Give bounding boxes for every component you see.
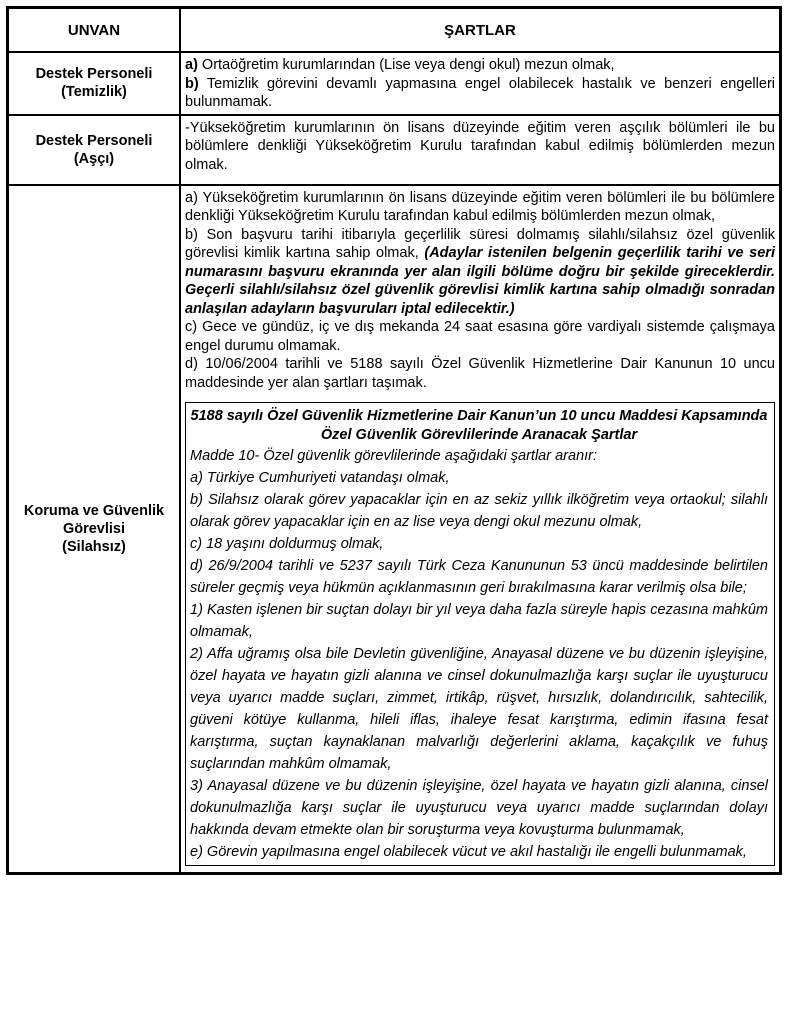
conditions-cell (180, 185, 780, 874)
condition-text: -Yükseköğretim kurumlarının ön lisans düzeyinde eğitim veren aşçılık bölümleri ile bu bölümlere denkliği Yükseköğretim Kurulu tarafından kabul edilmiş bölümlerden mezun olmak. (185, 119, 775, 173)
position-title (8, 115, 180, 185)
law-line: d) 26/9/2004 tarihli ve 5237 sayılı Türk Ceza Kanununun 53 üncü maddesinde belirtilen süreler geçmiş veya hükmün açıklanmasının geri bırakılmasına karar verilmiş olsa bile; (190, 558, 768, 596)
table-row (8, 115, 780, 185)
condition-text: b) Son başvuru tarihi itibarıyla geçerlilik süresi dolmamış silahlı/silahsız özel güvenlik görevlisi kimlik kartına sahip olmak, (185, 226, 775, 261)
conditions-cell (180, 115, 780, 185)
condition-text: Temizlik görevini devamlı yapmasına engel olabilecek hastalık ve benzeri engelleri bulunmamak. (185, 75, 775, 110)
condition-text: Ortaöğretim kurumlarından (Lise veya dengi okul) mezun olmak, (197, 57, 615, 73)
table-header-row (8, 8, 780, 52)
law-excerpt-box (185, 402, 775, 866)
condition-item: a) Yükseköğretim kurumlarının ön lisans düzeyinde eğitim veren bölümleri ile bu bölümlere denkliği Yükseköğretim Kurulu tarafından kabul edilmiş bölümlerden mezun olmak, (185, 189, 775, 224)
condition-item: d) 10/06/2004 tarihli ve 5188 sayılı Özel Güvenlik Hizmetlerine Dair Kanunun 10 uncu maddesinde yer alan şartları taşımak. (185, 356, 775, 391)
condition-marker: b) (185, 75, 199, 92)
law-line: Madde 10- Özel güvenlik görevlilerinde aşağıdaki şartlar aranır: (190, 448, 598, 464)
condition-item (185, 226, 775, 319)
requirements-document (6, 6, 782, 875)
header-title: UNVAN (8, 8, 180, 52)
table-row (8, 52, 780, 115)
conditions-cell (180, 52, 780, 115)
law-line: e) Görevin yapılmasına engel olabilecek vücut ve akıl hastalığı ile engelli bulunmamak, (190, 844, 747, 860)
requirements-table (6, 6, 782, 875)
law-line: c) 18 yaşını doldurmuş olmak, (190, 536, 384, 552)
position-title-line: Destek Personeli (35, 132, 153, 149)
position-title (8, 52, 180, 115)
law-line: 1) Kasten işlenen bir suçtan dolayı bir yıl veya daha fazla süreyle hapis cezasına mahkûm olmamak, (190, 602, 768, 640)
position-title-line: Görevlisi (62, 520, 126, 537)
position-title (8, 185, 180, 874)
position-title-line: (Temizlik) (61, 84, 127, 101)
table-row (8, 185, 780, 874)
law-line: 2) Affa uğramış olsa bile Devletin güvenliğine, Anayasal düzene ve bu düzenin işleyişine, özel hayata ve hayatın gizli alanına ve cinsel dokunulmazlığa karşı suçlar ile uyuşturucu veya uyarıcı madde suçları, zimmet, irtikâp, rüşvet, hırsızlık, dolandırıcılık, sahtecilik, güveni kötüye kullanma, hileli iflas, ihaleye fesat karıştırma, edimin ifasına fesat karıştırma, suçtan kaynaklanan malvarlığı değerlerini aklama, kaçakçılık ve fuhuş suçlarından mahkûm olmamak, (190, 646, 768, 772)
law-excerpt-title: 5188 sayılı Özel Güvenlik Hizmetlerine Dair Kanun’un 10 uncu Maddesi Kapsamında Özel Güvenlik Görevlilerinde Aranacak Şartlar (190, 408, 768, 443)
law-line: b) Silahsız olarak görev yapacaklar için en az sekiz yıllık ilköğretim veya ortaokul; silahlı olarak görev yapacaklar için en az lise veya dengi okul mezunu olmak, (190, 492, 768, 530)
condition-marker: a) (185, 57, 198, 73)
position-title-line: Koruma ve Güvenlik (23, 502, 165, 519)
law-line: 3) Anayasal düzene ve bu düzenin işleyişine, özel hayata ve hayatın gizli alanına, cinsel dokunulmazlığa karşı suçlar ile uyuşturucu veya uyarıcı madde suçlarından dolayı hakkında devam etmekte olan bir soruşturma veya kovuşturma bulunmamak, (190, 778, 768, 838)
law-line: a) Türkiye Cumhuriyeti vatandaşı olmak, (190, 470, 450, 486)
condition-item: c) Gece ve gündüz, iç ve dış mekanda 24 saat esasına göre vardiyalı sistemde çalışmaya engel durumu olmamak. (185, 319, 775, 354)
condition-item (185, 56, 775, 75)
position-title-line: Destek Personeli (35, 66, 153, 83)
position-title-line: (Silahsız) (62, 538, 126, 555)
header-conditions: ŞARTLAR (180, 8, 780, 52)
condition-note-bold: (Adaylar istenilen belgenin geçerlilik tarihi ve seri numarasını başvuru ekranında yer alan ilgili bölüme doğru bir şekilde gireceklerdir. Geçerli silahlı/silahsız özel güvenlik görevlisi kimlik kartına sahip olmadığı sonradan anlaşılan adayların başvuruları iptal edilecektir.) (185, 245, 775, 317)
position-title-line: (Aşçı) (73, 150, 115, 167)
condition-item (185, 75, 775, 112)
